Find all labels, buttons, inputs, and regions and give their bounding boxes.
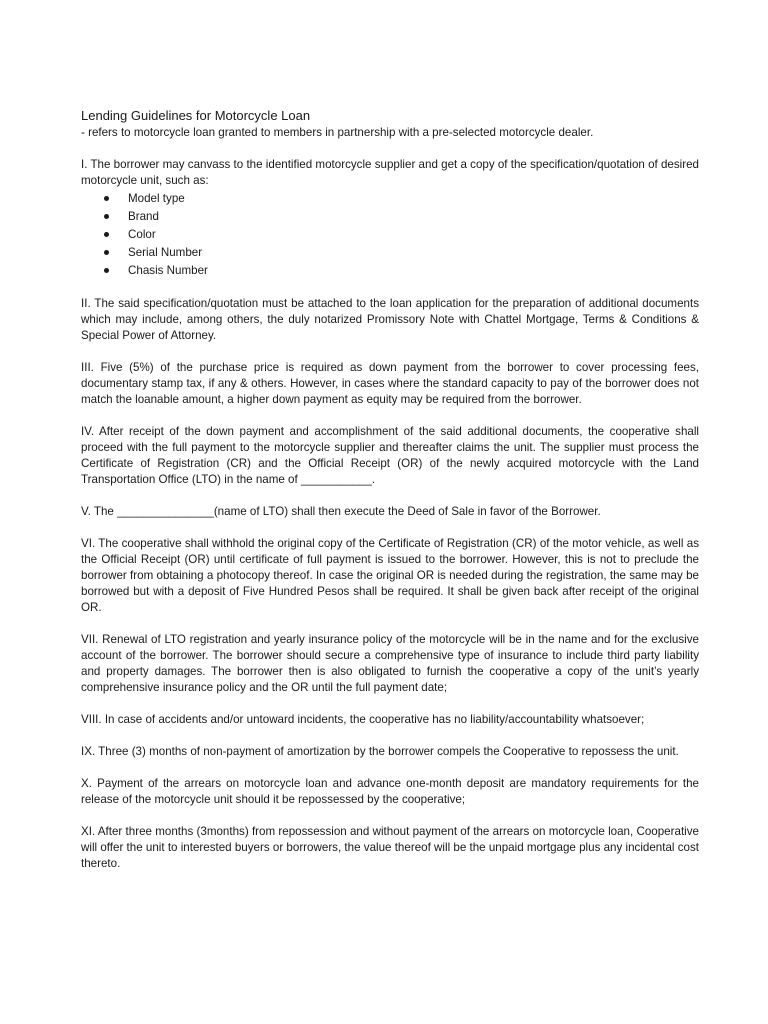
document-page <box>81 107 699 888</box>
list-item: Model type <box>81 190 699 208</box>
section-10: X. Payment of the arrears on motorcycle loan and advance one-month deposit are mandatory requirements for the release of the motorcycle unit should it be repossessed by the cooperative; <box>81 777 699 806</box>
document-subtitle: - refers to motorcycle loan granted to members in partnership with a pre-selected motorcycle dealer. <box>81 126 594 139</box>
list-item: Serial Number <box>81 244 699 262</box>
bullet-icon <box>104 250 109 255</box>
section-5: V. The _______________(name of LTO) shall then execute the Deed of Sale in favor of the Borrower. <box>81 505 601 518</box>
section-9: IX. Three (3) months of non-payment of amortization by the borrower compels the Cooperative to repossess the unit. <box>81 745 679 758</box>
list-item: Color <box>81 226 699 244</box>
section-3: III. Five (5%) of the purchase price is required as down payment from the borrower to cover processing fees, documentary stamp tax, if any & others. However, in cases where the standard capacity to pay of the borrower does not match the loanable amount, a higher down payment as equity may be required from the borrower. <box>81 361 699 406</box>
list-item: Brand <box>81 208 699 226</box>
list-item: Chasis Number <box>81 262 699 280</box>
section-11: XI. After three months (3months) from repossession and without payment of the arrears on motorcycle loan, Cooperative will offer the unit to interested buyers or borrowers, the value thereof will be the unpaid mortgage plus any incidental cost thereto. <box>81 825 699 870</box>
section-7: VII. Renewal of LTO registration and yearly insurance policy of the motorcycle will be in the name and for the exclusive account of the borrower. The borrower should secure a comprehensive type of insurance to include third party liability and property damages. The borrower then is also obligated to furnish the cooperative a copy of the unit’s yearly comprehensive insurance policy and the OR until the full payment date; <box>81 633 699 694</box>
bullet-icon <box>104 268 109 273</box>
document-title: Lending Guidelines for Motorcycle Loan <box>81 108 311 123</box>
section-6: VI. The cooperative shall withhold the original copy of the Certificate of Registration (CR) of the motor vehicle, as well as the Official Receipt (OR) until certificate of full payment is issued to the borrower. However, this is not to preclude the borrower from obtaining a photocopy thereof. In case the original OR is needed during the registration, the same may be borrowed but with a deposit of Five Hundred Pesos shall be required. It shall be given back after receipt of the original OR. <box>81 537 699 614</box>
bullet-icon <box>104 214 109 219</box>
bullet-icon <box>104 232 109 237</box>
section-1: I. The borrower may canvass to the identified motorcycle supplier and get a copy of the specification/quotation of desired motorcycle unit, such as: <box>81 158 699 187</box>
section-4: IV. After receipt of the down payment and accomplishment of the said additional documents, the cooperative shall proceed with the full payment to the motorcycle supplier and thereafter claims the unit. The supplier must process the Certificate of Registration (CR) and the Official Receipt (OR) of the newly acquired motorcycle with the Land Transportation Office (LTO) in the name of ___________. <box>81 425 699 486</box>
bullet-icon <box>104 196 109 201</box>
section-8: VIII. In case of accidents and/or untoward incidents, the cooperative has no liability/accountability whatsoever; <box>81 713 645 726</box>
section-2: II. The said specification/quotation must be attached to the loan application for the preparation of additional documents which may include, among others, the duly notarized Promissory Note with Chattel Mortgage, Terms & Conditions & Special Power of Attorney. <box>81 297 699 342</box>
specification-list <box>81 190 699 280</box>
